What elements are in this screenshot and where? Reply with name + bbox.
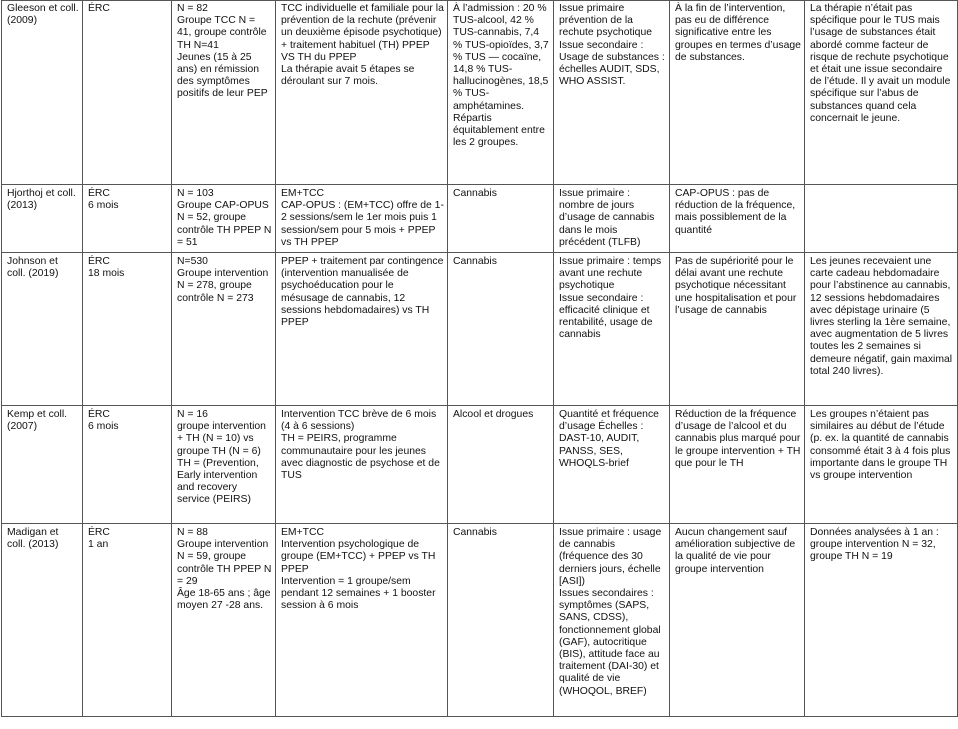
intervention-cell: Intervention TCC brève de 6 mois (4 à 6 sessions) TH = PEIRS, programme communautaire pour les jeunes avec diagnostic de psychose et de TUS <box>276 406 448 524</box>
table-row <box>2 524 958 717</box>
study-cell: Hjorthoj et coll. (2013) <box>2 185 83 253</box>
measures-cell: Issue primaire : nombre de jours d’usage de cannabis dans le mois précédent (TLFB) <box>554 185 670 253</box>
design-cell: ÉRC 6 mois <box>83 185 172 253</box>
comments-cell: La thérapie n’était pas spécifique pour le TUS mais l’usage de substances était abordé comme facteur de risque de rechute psychotique et était une issue secondaire de l’étude. Il y avait un module spécifique sur l’abus de substances quand cela concernait le jeune. <box>805 1 958 185</box>
results-cell: Pas de supériorité pour le délai avant une rechute psychotique nécessitant une hospitalisation et pour l’usage de cannabis <box>670 253 805 406</box>
substance-cell: Alcool et drogues <box>448 406 554 524</box>
substance-cell: Cannabis <box>448 185 554 253</box>
intervention-cell: EM+TCC Intervention psychologique de groupe (EM+TCC) + PPEP vs TH PPEP Intervention = 1 groupe/sem pendant 12 semaines + 1 booster session à 6 mois <box>276 524 448 717</box>
intervention-cell: EM+TCC CAP-OPUS : (EM+TCC) offre de 1-2 sessions/sem le 1er mois puis 1 session/sem pour 5 mois + PPEP vs TH PPEP <box>276 185 448 253</box>
design-cell: ÉRC <box>83 1 172 185</box>
table-row <box>2 406 958 524</box>
study-cell: Madigan et coll. (2013) <box>2 524 83 717</box>
sample-cell: N = 88 Groupe intervention N = 59, groupe contrôle TH PPEP N = 29 Âge 18-65 ans ; âge moyen 27 -28 ans. <box>172 524 276 717</box>
table-row <box>2 1 958 185</box>
measures-cell: Issue primaire : usage de cannabis (fréquence des 30 derniers jours, échelle [ASI]) Issues secondaires : symptômes (SAPS, SANS, CDSS), fonctionnement global (GAF), autocritique (BIS), attitude face au traitement (DAI-30) et qualité de vie (WHOQOL, BREF) <box>554 524 670 717</box>
comments-cell <box>805 185 958 253</box>
substance-cell: Cannabis <box>448 524 554 717</box>
comments-cell: Données analysées à 1 an : groupe intervention N = 32, groupe TH N = 19 <box>805 524 958 717</box>
results-cell: Aucun changement sauf amélioration subjective de la qualité de vie pour groupe intervention <box>670 524 805 717</box>
sample-cell: N = 82 Groupe TCC N = 41, groupe contrôle TH N=41 Jeunes (15 à 25 ans) en rémission des symptômes positifs de leur PEP <box>172 1 276 185</box>
study-cell: Gleeson et coll. (2009) <box>2 1 83 185</box>
measures-cell: Issue primaire : temps avant une rechute psychotique Issue secondaire : efficacité clinique et rentabilité, usage de cannabis <box>554 253 670 406</box>
design-cell: ÉRC 18 mois <box>83 253 172 406</box>
sample-cell: N = 16 groupe intervention + TH (N = 10) vs groupe TH (N = 6) TH = (Prevention, Early intervention and recovery service (PEIRS) <box>172 406 276 524</box>
comments-cell: Les groupes n’étaient pas similaires au début de l’étude (p. ex. la quantité de cannabis consommé était 3 à 4 fois plus importante dans le groupe TH vs groupe intervention <box>805 406 958 524</box>
intervention-cell: PPEP + traitement par contingence (intervention manualisée de psychoéducation pour le mésusage de cannabis, 12 sessions hebdomadaires) vs TH PPEP <box>276 253 448 406</box>
intervention-cell: TCC individuelle et familiale pour la prévention de la rechute (prévenir un deuxième épisode psychotique) + traitement habituel (TH) PPEP VS TH du PPEP La thérapie avait 5 étapes se déroulant sur 7 mois. <box>276 1 448 185</box>
studies-table <box>1 0 958 717</box>
sample-cell: N=530 Groupe intervention N = 278, groupe contrôle N = 273 <box>172 253 276 406</box>
measures-cell: Issue primaire prévention de la rechute psychotique Issue secondaire : Usage de substances : échelles AUDIT, SDS, WHO ASSIST. <box>554 1 670 185</box>
results-cell: À la fin de l’intervention, pas eu de différence significative entre les groupes en termes d’usage de substances. <box>670 1 805 185</box>
study-cell: Johnson et coll. (2019) <box>2 253 83 406</box>
study-cell: Kemp et coll. (2007) <box>2 406 83 524</box>
results-cell: Réduction de la fréquence d’usage de l’alcool et du cannabis plus marqué pour le groupe intervention + TH que pour le TH <box>670 406 805 524</box>
substance-cell: Cannabis <box>448 253 554 406</box>
table-row <box>2 253 958 406</box>
design-cell: ÉRC 1 an <box>83 524 172 717</box>
table-row <box>2 185 958 253</box>
results-cell: CAP-OPUS : pas de réduction de la fréquence, mais possiblement de la quantité <box>670 185 805 253</box>
design-cell: ÉRC 6 mois <box>83 406 172 524</box>
measures-cell: Quantité et fréquence d’usage Échelles : DAST-10, AUDIT, PANSS, SES, WHOQLS-brief <box>554 406 670 524</box>
substance-cell: À l’admission : 20 % TUS-alcool, 42 % TUS-cannabis, 7,4 % TUS-opioïdes, 3,7 % TUS — cocaïne, 14,8 % TUS-hallucinogènes, 18,5 % TUS-amphétamines. Répartis équitablement entre les 2 groupes. <box>448 1 554 185</box>
comments-cell: Les jeunes recevaient une carte cadeau hebdomadaire pour l’abstinence au cannabis, 12 sessions hebdomadaires avec dépistage urinaire (5 livres sterling la 1ère semaine, avec augmentation de 5 livres toutes les 2 semaines si demeure négatif, gain maximal total 240 livres). <box>805 253 958 406</box>
sample-cell: N = 103 Groupe CAP-OPUS N = 52, groupe contrôle TH PPEP N = 51 <box>172 185 276 253</box>
